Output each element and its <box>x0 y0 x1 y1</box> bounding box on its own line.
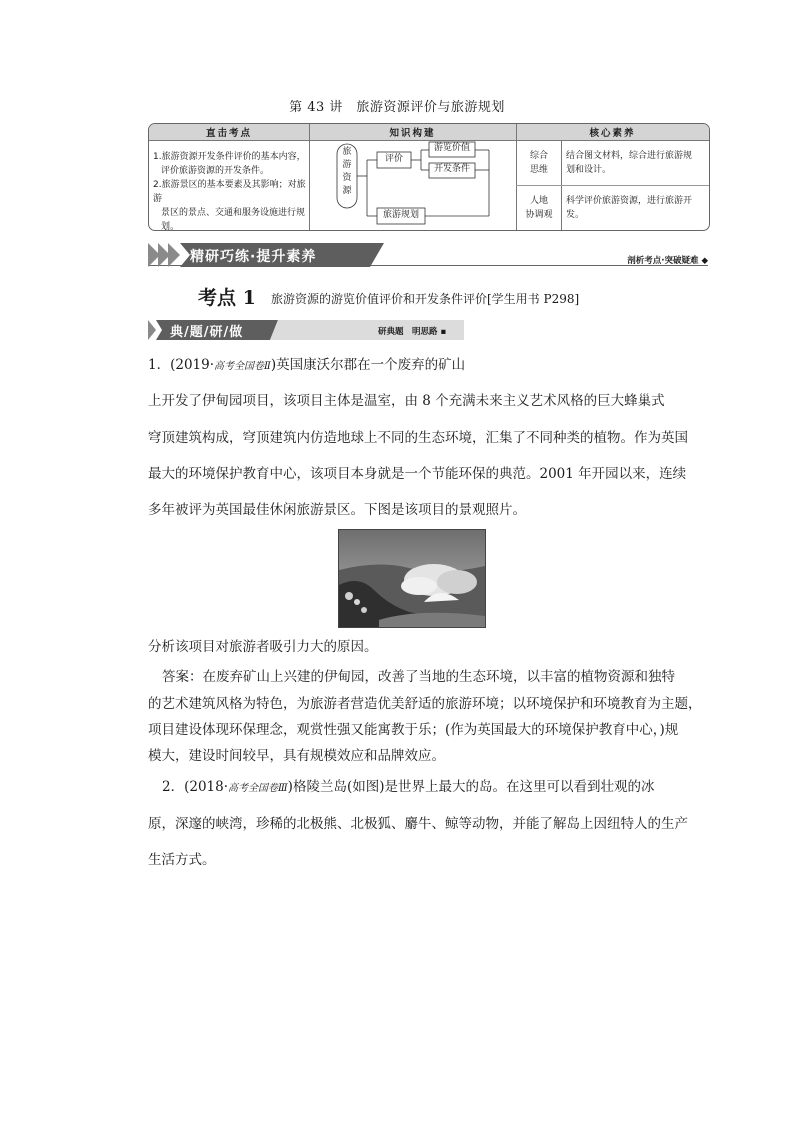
exam-point-line: 景区的景点、交通和服务设施进行规划。 <box>161 208 306 231</box>
q1-source: 高考全国卷Ⅱ <box>214 361 271 372</box>
literacy-name-line: 思维 <box>529 165 548 175</box>
literacy-desc <box>566 149 708 177</box>
q1-line: 上开发了伊甸园项目，该项目主体是温室，由 8 个充满未来主义艺术风格的巨大蜂巢式 <box>148 393 665 409</box>
banner-subtitle-text: 剖析考点·突破疑难 <box>627 256 699 266</box>
diagram-root-char: 游 <box>342 160 352 170</box>
q1-answer-line: 的艺术建筑风格为特色，为旅游者营造优美舒适的旅游环境；以环境保护和环境教育为主题， <box>148 696 702 712</box>
q1-ask: 分析该项目对旅游者吸引力大的原因。 <box>148 639 378 655</box>
subbanner-title: 典/题/研/做 <box>170 325 244 340</box>
literacy-name <box>517 149 561 177</box>
kaodian-label: 考点 1 <box>198 287 256 309</box>
literacy-desc-line: 科学评价旅游资源，进行旅游开 <box>566 196 693 206</box>
q1-line: 多年被评为英国最佳休闲旅游景区。下图是该项目的景观照片。 <box>148 502 526 518</box>
overview-header <box>149 124 709 141</box>
q1-line: 穹顶建筑构成，穹顶建筑内仿造地球上不同的生态环境，汇集了不同种类的植物。作为英国 <box>148 430 688 446</box>
exam-point-line: 2.旅游景区的基本要素及其影响；对旅游 <box>153 180 306 204</box>
q2-line: 生活方式。 <box>148 852 216 868</box>
literacy-desc-line: 发。 <box>566 210 585 220</box>
divider <box>516 185 709 186</box>
literacy-name <box>517 194 561 222</box>
exam-point-line: 1.旅游资源开发条件评价的基本内容， <box>153 152 306 162</box>
answer-text: 在废弃矿山上兴建的伊甸园，改善了当地的生态环境，以丰富的植物资源和独特 <box>202 669 675 685</box>
diagram-root-char: 旅 <box>342 147 352 157</box>
banner-title: 精研巧练·提升素养 <box>190 249 317 265</box>
diagram-plan: 旅游规划 <box>382 210 419 220</box>
literacy-name-line: 综合 <box>529 151 548 161</box>
diagram-value: 游览价值 <box>433 143 470 153</box>
literacy-desc-line: 划和设计。 <box>566 165 612 175</box>
subbanner-subtitle <box>378 325 446 337</box>
q1-first-line <box>148 353 688 373</box>
subbanner-subtitle-text: 研典题 明思路 <box>378 327 438 337</box>
q1-prefix: 1．(2019· <box>148 357 215 373</box>
dot-icon: ▪ <box>440 327 447 337</box>
q1-rest: )英国康沃尔郡在一个废弃的矿山 <box>270 357 466 373</box>
diagram-root-char: 资 <box>342 173 352 183</box>
literacy-desc <box>566 194 708 222</box>
literacy-name-line: 协调观 <box>525 210 553 220</box>
literacy-name-line: 人地 <box>529 196 548 206</box>
header-zhishi: 知识构建 <box>389 128 436 139</box>
diagram-cond: 开发条件 <box>433 164 470 174</box>
literacy-desc-line: 结合图文材料，综合进行旅游规 <box>566 151 693 161</box>
diagram-root-char: 源 <box>342 186 352 196</box>
q2-line: 原，深邃的峡湾，珍稀的北极熊、北极狐、麝牛、鲸等动物，并能了解岛上因纽特人的生产 <box>148 816 688 832</box>
exam-points <box>153 150 309 231</box>
banner-subtitle <box>570 254 708 266</box>
q1-answer-first <box>162 665 702 685</box>
diamond-icon: ◆ <box>701 256 708 266</box>
q2-source: 高考全国卷Ⅲ <box>228 783 288 794</box>
q1-line: 最大的环境保护教育中心，该项目本身就是一个节能环保的典范。2001 年开园以来，连续 <box>148 466 687 482</box>
q1-answer-line: 项目建设体现环保理念，观赏性强又能寓教于乐；(作为英国最大的环境保护教育中心，)规 <box>148 722 679 738</box>
header-kaodian: 直击考点 <box>205 128 252 139</box>
eden-project-photo <box>338 529 486 628</box>
overview-table <box>148 123 710 231</box>
kaodian-title: 旅游资源的游览价值评价和开发条件评价[学生用书 P298] <box>271 292 580 306</box>
q2-first-line <box>162 775 702 795</box>
diagram-root <box>339 146 355 198</box>
q2-rest: )格陵兰岛(如图)是世界上最大的岛。在这里可以看到壮观的冰 <box>287 779 655 795</box>
diagram-eval: 评价 <box>384 154 403 164</box>
answer-label: 答案： <box>162 669 203 685</box>
lesson-title: 第 43 讲 旅游资源评价与旅游规划 <box>289 100 505 115</box>
q1-answer-line: 模大，建设时间较早，具有规模效应和品牌效应。 <box>148 748 445 764</box>
header-suyang: 核心素养 <box>589 128 636 139</box>
exam-point-line: 评价旅游资源的开发条件。 <box>161 166 270 176</box>
q2-prefix: 2．(2018· <box>162 779 229 795</box>
